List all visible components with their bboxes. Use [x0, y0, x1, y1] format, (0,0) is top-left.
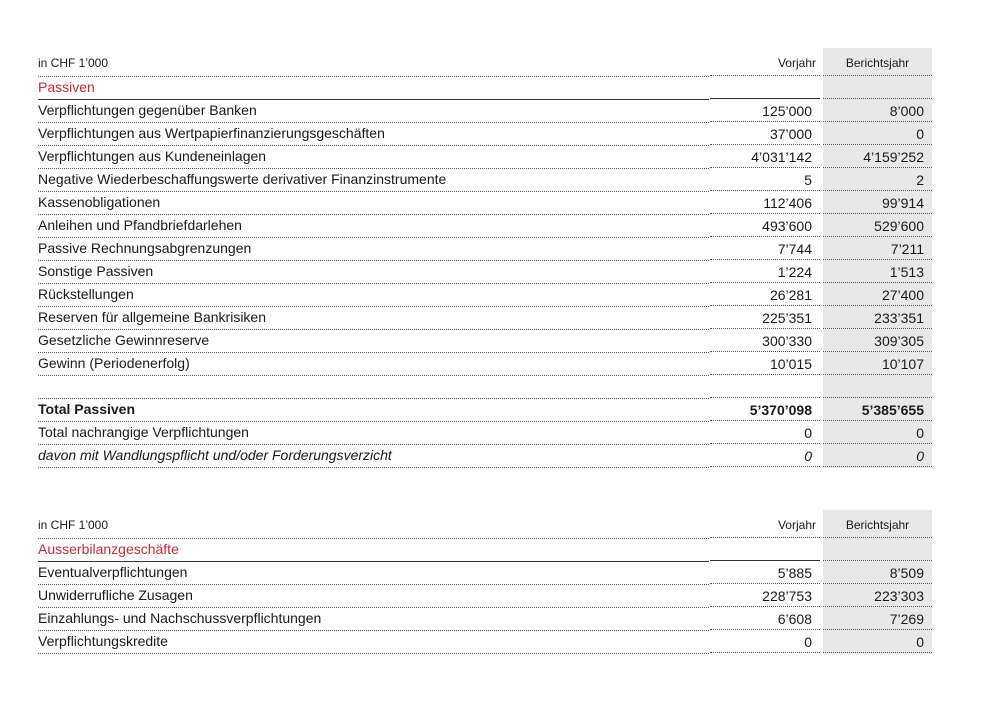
value-vorjahr: 37’000 — [710, 123, 820, 145]
table-row — [38, 307, 932, 330]
total-berichtsjahr: 5’385’655 — [823, 399, 932, 422]
row-label: Verpflichtungen gegenüber Banken — [38, 100, 709, 123]
value-berichtsjahr: 8’509 — [823, 562, 932, 585]
table-row — [38, 146, 932, 169]
row-label: Passive Rechnungsabgrenzungen — [38, 238, 709, 261]
value-berichtsjahr: 8’000 — [823, 100, 932, 123]
row-label: Gewinn (Periodenerfolg) — [38, 353, 709, 376]
passiven-table — [38, 48, 932, 468]
value-vorjahr: 1’224 — [710, 261, 820, 283]
value-vorjahr: 6’608 — [710, 608, 820, 630]
row-label: davon mit Wandlungspflicht und/oder Forderungsverzicht — [38, 445, 709, 468]
row-label: Total nachrangige Verpflichtungen — [38, 422, 709, 445]
table-row — [38, 192, 932, 215]
value-berichtsjahr: 10’107 — [823, 353, 932, 376]
row-label: Negative Wiederbeschaffungswerte derivativer Finanzinstrumente — [38, 169, 709, 192]
value-vorjahr: 5 — [710, 169, 820, 191]
value-berichtsjahr: 0 — [823, 445, 932, 468]
value-vorjahr: 5’885 — [710, 562, 820, 584]
total-vorjahr: 5’370’098 — [710, 399, 820, 421]
row-label: Anleihen und Pfandbriefdarlehen — [38, 215, 709, 238]
value-vorjahr: 112’406 — [710, 192, 820, 214]
value-berichtsjahr: 27’400 — [823, 284, 932, 307]
conversion-row — [38, 445, 932, 468]
subordinated-row — [38, 422, 932, 445]
table-row — [38, 353, 932, 376]
section-row — [38, 539, 932, 562]
total-label: Total Passiven — [38, 399, 709, 422]
row-label: Verpflichtungskredite — [38, 631, 709, 654]
row-label: Rückstellungen — [38, 284, 709, 307]
table-header — [38, 48, 932, 77]
row-label: Gesetzliche Gewinnreserve — [38, 330, 709, 353]
row-label: Verpflichtungen aus Wertpapierfinanzierungsgeschäften — [38, 123, 709, 146]
value-vorjahr: 228’753 — [710, 585, 820, 607]
unit-label: in CHF 1’000 — [38, 510, 709, 539]
section-title: Ausserbilanzgeschäfte — [38, 539, 709, 562]
value-berichtsjahr: 7’269 — [823, 608, 932, 631]
value-vorjahr: 4’031’142 — [710, 146, 820, 168]
ausserbilanz-table — [38, 510, 932, 654]
table-row — [38, 238, 932, 261]
value-vorjahr: 493’600 — [710, 215, 820, 237]
row-label: Eventualverpflichtungen — [38, 562, 709, 585]
table-row — [38, 100, 932, 123]
table-row — [38, 284, 932, 307]
value-berichtsjahr: 1’513 — [823, 261, 932, 284]
value-berichtsjahr: 99’914 — [823, 192, 932, 215]
table-row — [38, 562, 932, 585]
value-vorjahr: 10’015 — [710, 353, 820, 375]
row-label: Verpflichtungen aus Kundeneinlagen — [38, 146, 709, 169]
table-row — [38, 261, 932, 284]
table-header — [38, 510, 932, 539]
section-title: Passiven — [38, 77, 709, 100]
row-label: Einzahlungs- und Nachschussverpflichtungen — [38, 608, 709, 631]
row-label: Sonstige Passiven — [38, 261, 709, 284]
table-row — [38, 330, 932, 353]
table-row — [38, 169, 932, 192]
value-berichtsjahr: 0 — [823, 422, 932, 445]
value-vorjahr: 300’330 — [710, 330, 820, 352]
table-row — [38, 215, 932, 238]
total-row — [38, 399, 932, 422]
value-vorjahr: 0 — [710, 445, 820, 467]
section-row — [38, 77, 932, 100]
row-label: Kassenobligationen — [38, 192, 709, 215]
value-berichtsjahr: 529’600 — [823, 215, 932, 238]
value-berichtsjahr: 223’303 — [823, 585, 932, 608]
col-header-vorjahr: Vorjahr — [710, 510, 820, 538]
col-header-vorjahr: Vorjahr — [710, 48, 820, 76]
table-row — [38, 123, 932, 146]
value-berichtsjahr: 233’351 — [823, 307, 932, 330]
value-berichtsjahr: 0 — [823, 631, 932, 654]
table-row — [38, 608, 932, 631]
row-label: Unwiderrufliche Zusagen — [38, 585, 709, 608]
value-vorjahr: 225’351 — [710, 307, 820, 329]
unit-label: in CHF 1’000 — [38, 48, 709, 77]
value-vorjahr: 0 — [710, 422, 820, 444]
table-row — [38, 585, 932, 608]
col-header-berichtsjahr: Berichtsjahr — [823, 510, 932, 539]
value-vorjahr: 125’000 — [710, 100, 820, 122]
value-berichtsjahr: 4’159’252 — [823, 146, 932, 169]
table-row — [38, 631, 932, 654]
value-berichtsjahr: 7’211 — [823, 238, 932, 261]
value-berichtsjahr: 0 — [823, 123, 932, 146]
value-vorjahr: 7’744 — [710, 238, 820, 260]
value-berichtsjahr: 2 — [823, 169, 932, 192]
col-header-berichtsjahr: Berichtsjahr — [823, 48, 932, 77]
value-vorjahr: 26’281 — [710, 284, 820, 306]
value-vorjahr: 0 — [710, 631, 820, 653]
row-label: Reserven für allgemeine Bankrisiken — [38, 307, 709, 330]
spacer-row — [38, 376, 932, 399]
value-berichtsjahr: 309’305 — [823, 330, 932, 353]
